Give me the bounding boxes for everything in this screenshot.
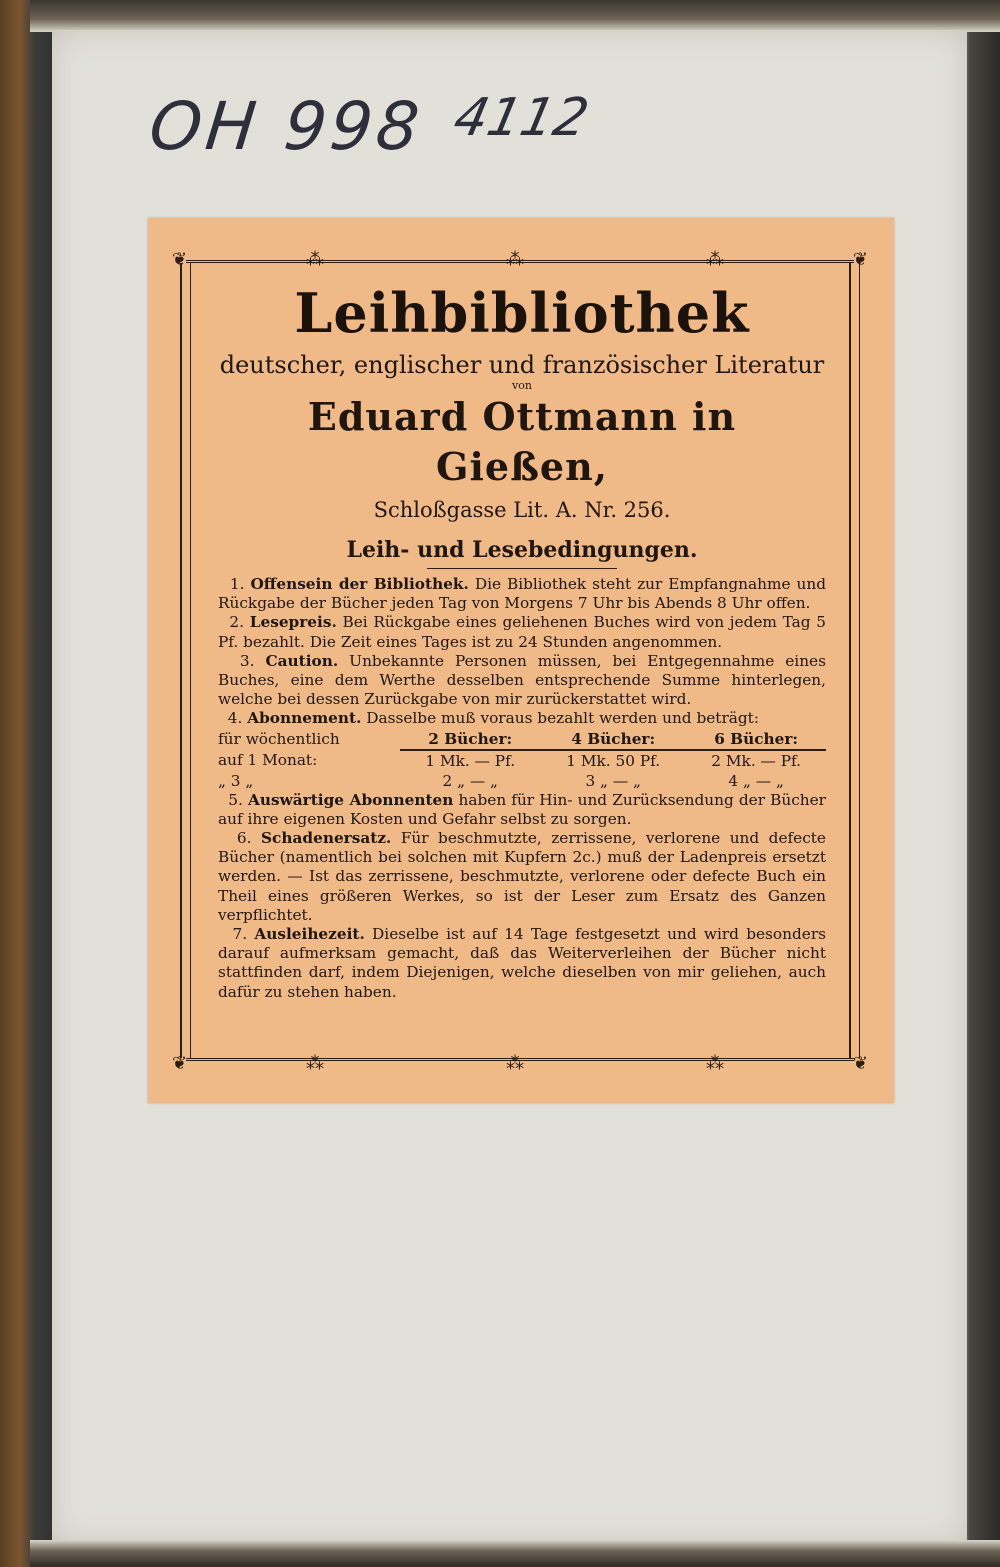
price-column-header: 2 Bücher: bbox=[400, 729, 540, 750]
rule-lead: Lesepreis. bbox=[249, 613, 337, 632]
label-text bbox=[218, 276, 826, 1002]
price-cell: 1 Mk. — Pf. bbox=[425, 751, 516, 770]
rule-text: haben für Hin- und Zurücksendung der Bücher auf ihre eigenen Kosten und Gefahr selbst zu sorgen. bbox=[218, 790, 826, 828]
price-table-row bbox=[218, 771, 826, 791]
price-cell: 1 Mk. 50 Pf. bbox=[566, 751, 661, 770]
corner-ornament-icon: ❦ bbox=[852, 249, 868, 270]
rule-number: 2. bbox=[229, 613, 245, 632]
rule-text: Dieselbe ist auf 14 Tage festgesetzt und wird besonders darauf aufmerksam gemacht, daß das Weiterverleihen der Bücher nicht stattfinden darf, indem Diejenigen, welche dieselben von mir geliehen, auch dafür zu stehen haben. bbox=[218, 925, 826, 1001]
frame-ornament-icon: ⁂ bbox=[306, 1053, 324, 1074]
rule-paragraph bbox=[218, 575, 826, 613]
conditions-heading: Leih- und Lesebedingungen. bbox=[346, 537, 698, 563]
rule-number: 7. bbox=[232, 925, 248, 944]
label-address: Schloßgasse Lit. A. Nr. 256. bbox=[373, 498, 671, 522]
frame-ornament-icon: ⁂ bbox=[706, 249, 724, 270]
rule-paragraph bbox=[218, 925, 826, 1002]
price-row-label-header: für wöchentlich bbox=[218, 729, 340, 748]
rule-paragraph bbox=[218, 709, 826, 728]
label-owner: Eduard Ottmann in Gießen, bbox=[307, 394, 737, 489]
rule-lead: Abonnement. bbox=[247, 709, 362, 728]
price-column-header: 6 Bücher: bbox=[686, 729, 826, 750]
price-column-header: 4 Bücher: bbox=[540, 729, 686, 750]
rule-text: Unbekannte Personen müssen, bei Entgegennahme eines Buches, eine dem Werthe desselben entsprechende Summe hinterlegen, welche bei dessen Zurückgabe von mir zurückerstattet wird. bbox=[218, 651, 826, 709]
rule-lead: Schadenersatz. bbox=[261, 829, 392, 848]
library-label bbox=[148, 218, 894, 1103]
price-table-row bbox=[218, 750, 826, 771]
frame-ornament-icon: ⁂ bbox=[306, 249, 324, 270]
price-cell: 2 Mk. — Pf. bbox=[711, 751, 801, 770]
rule-lead: Offensein der Bibliothek. bbox=[250, 575, 469, 593]
rule-number: 3. bbox=[239, 651, 255, 670]
rule-number: 1. bbox=[229, 575, 245, 593]
rule-number: 4. bbox=[227, 709, 243, 728]
label-title: Leihbibliothek bbox=[294, 281, 750, 345]
rule-text: Die Bibliothek steht zur Empfangnahme und Rückgabe der Bücher jeden Tag von Morgens 7 Uhr bis Abends 8 Uhr offen. bbox=[218, 575, 826, 613]
rule-paragraph bbox=[218, 829, 826, 925]
frame-ornament-icon: ⁂ bbox=[706, 1053, 724, 1074]
rule-number: 6. bbox=[236, 829, 252, 848]
price-table bbox=[218, 729, 826, 791]
rule-paragraph bbox=[218, 652, 826, 710]
price-table-header-row bbox=[218, 729, 826, 750]
rule-lead: Auswärtige Abonnenten bbox=[247, 790, 454, 809]
rule-paragraph bbox=[218, 613, 826, 651]
handwritten-number: 4112 bbox=[448, 88, 594, 148]
top-edge bbox=[30, 0, 1000, 32]
corner-ornament-icon: ❦ bbox=[852, 1053, 868, 1074]
rule-text: Für beschmutzte, zerrissene, verlorene und defecte Bücher (namentlich bei solchen mit Kupfern 2c.) muß der Ladenpreis ersetzt werden. — Ist das zerrissene, beschmutzte, verlorene oder defecte Buch ein Theil eines größeren Werkes, so ist der Leser zum Ersatz des Ganzen verpflichtet. bbox=[218, 829, 826, 924]
label-von: von bbox=[512, 379, 532, 392]
frame-ornament-icon: ⁂ bbox=[506, 249, 524, 270]
rule-lead: Caution. bbox=[265, 651, 339, 670]
bottom-edge bbox=[30, 1540, 1000, 1567]
label-subtitle: deutscher, englischer und französischer Literatur bbox=[219, 351, 825, 379]
rule-number: 5. bbox=[228, 790, 243, 809]
corner-ornament-icon: ❦ bbox=[172, 249, 188, 270]
rule-text: Bei Rückgabe eines geliehenen Buches wird von jedem Tag 5 Pf. bezahlt. Die Zeit eines Tages ist zu 24 Stunden angenommen. bbox=[218, 613, 826, 651]
price-cell: 2 „ — „ bbox=[442, 771, 498, 790]
rule-lead: Ausleihezeit. bbox=[254, 925, 365, 944]
price-row-label: auf 1 Monat: bbox=[218, 750, 318, 769]
price-cell: 4 „ — „ bbox=[728, 771, 784, 790]
price-cell: 3 „ — „ bbox=[585, 771, 641, 790]
rule-paragraph bbox=[218, 791, 826, 829]
heading-divider bbox=[427, 568, 617, 569]
corner-ornament-icon: ❦ bbox=[172, 1053, 188, 1074]
rule-text: Dasselbe muß voraus bezahlt werden und beträgt: bbox=[366, 709, 759, 728]
frame-ornament-icon: ⁂ bbox=[506, 1053, 524, 1074]
frame-left-border bbox=[180, 263, 191, 1058]
handwritten-shelfmark: OH 998 bbox=[145, 88, 427, 165]
frame-right-border bbox=[849, 263, 860, 1058]
price-row-label: „ 3 „ bbox=[218, 771, 254, 790]
